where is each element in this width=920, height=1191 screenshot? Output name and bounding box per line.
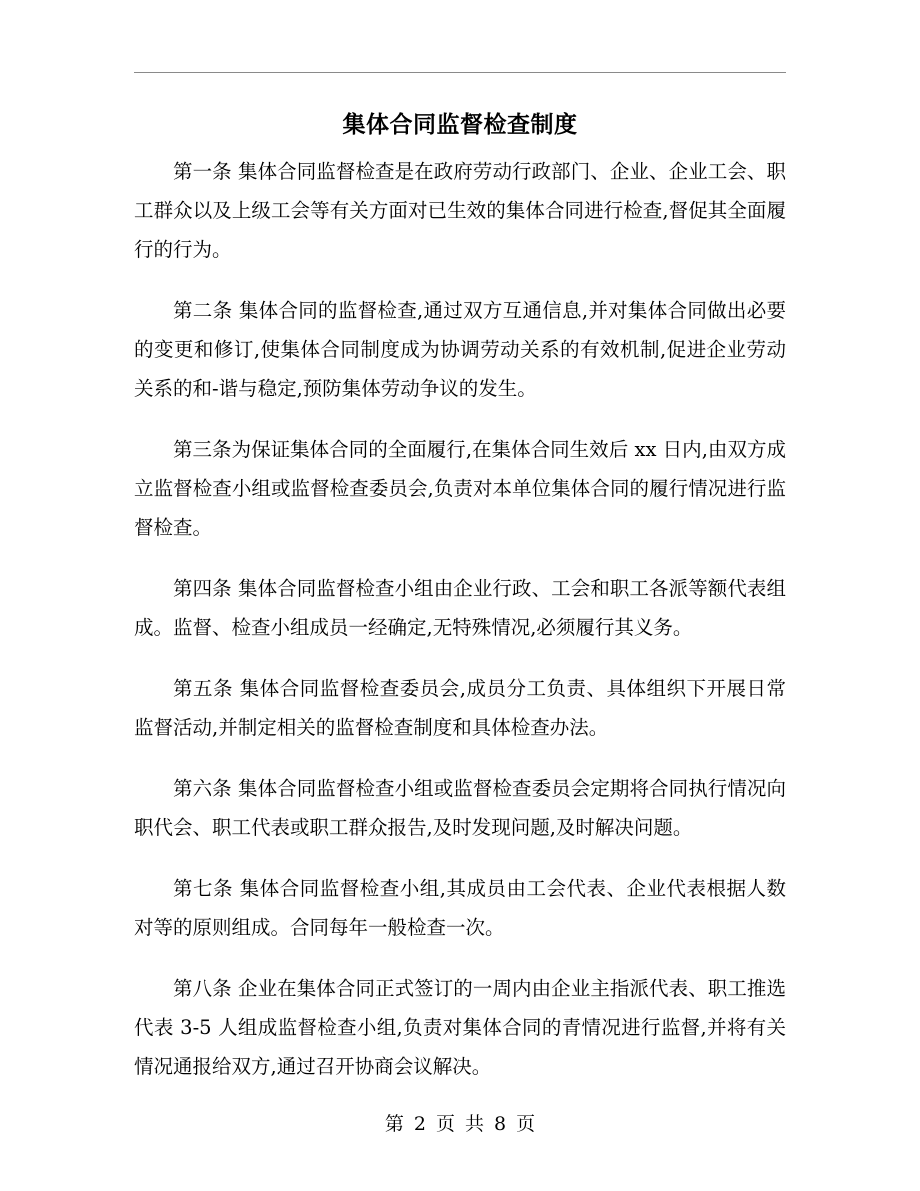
article-8: 第八条 企业在集体合同正式签订的一周内由企业主指派代表、职工推选代表 3-5 人组成监督检查小组,负责对集体合同的青情况进行监督,并将有关情况通报给双方,通过召开协商会议解决。	[134, 977, 786, 1078]
article-5: 第五条 集体合同监督检查委员会,成员分工负责、具体组织下开展日常监督活动,并制定相关的监督检查制度和具体检查办法。	[134, 677, 786, 739]
document-title: 集体合同监督检查制度	[342, 112, 578, 138]
article-6: 第六条 集体合同监督检查小组或监督检查委员会定期将合同执行情况向职代会、职工代表或职工群众报告,及时发现问题,及时解决问题。	[134, 777, 786, 839]
header-divider	[134, 72, 786, 73]
article-3: 第三条为保证集体合同的全面履行,在集体合同生效后 xx 日内,由双方成立监督检查小组或监督检查委员会,负责对本单位集体合同的履行情况进行监督检查。	[134, 438, 786, 539]
article-1: 第一条 集体合同监督检查是在政府劳动行政部门、企业、企业工会、职工群众以及上级工会等有关方面对已生效的集体合同进行检查,督促其全面履行的行为。	[134, 160, 786, 261]
page-number: 第 2 页 共 8 页	[384, 1113, 536, 1135]
document-body	[134, 152, 786, 1108]
article-2: 第二条 集体合同的监督检查,通过双方互通信息,并对集体合同做出必要的变更和修订,使集体合同制度成为协调劳动关系的有效机制,促进企业劳动关系的和-谐与稳定,预防集体劳动争议的发生。	[134, 299, 786, 400]
article-4: 第四条 集体合同监督检查小组由企业行政、工会和职工各派等额代表组成。监督、检查小组成员一经确定,无特殊情况,必须履行其义务。	[134, 577, 786, 639]
article-7: 第七条 集体合同监督检查小组,其成员由工会代表、企业代表根据人数对等的原则组成。合同每年一般检查一次。	[134, 877, 786, 939]
